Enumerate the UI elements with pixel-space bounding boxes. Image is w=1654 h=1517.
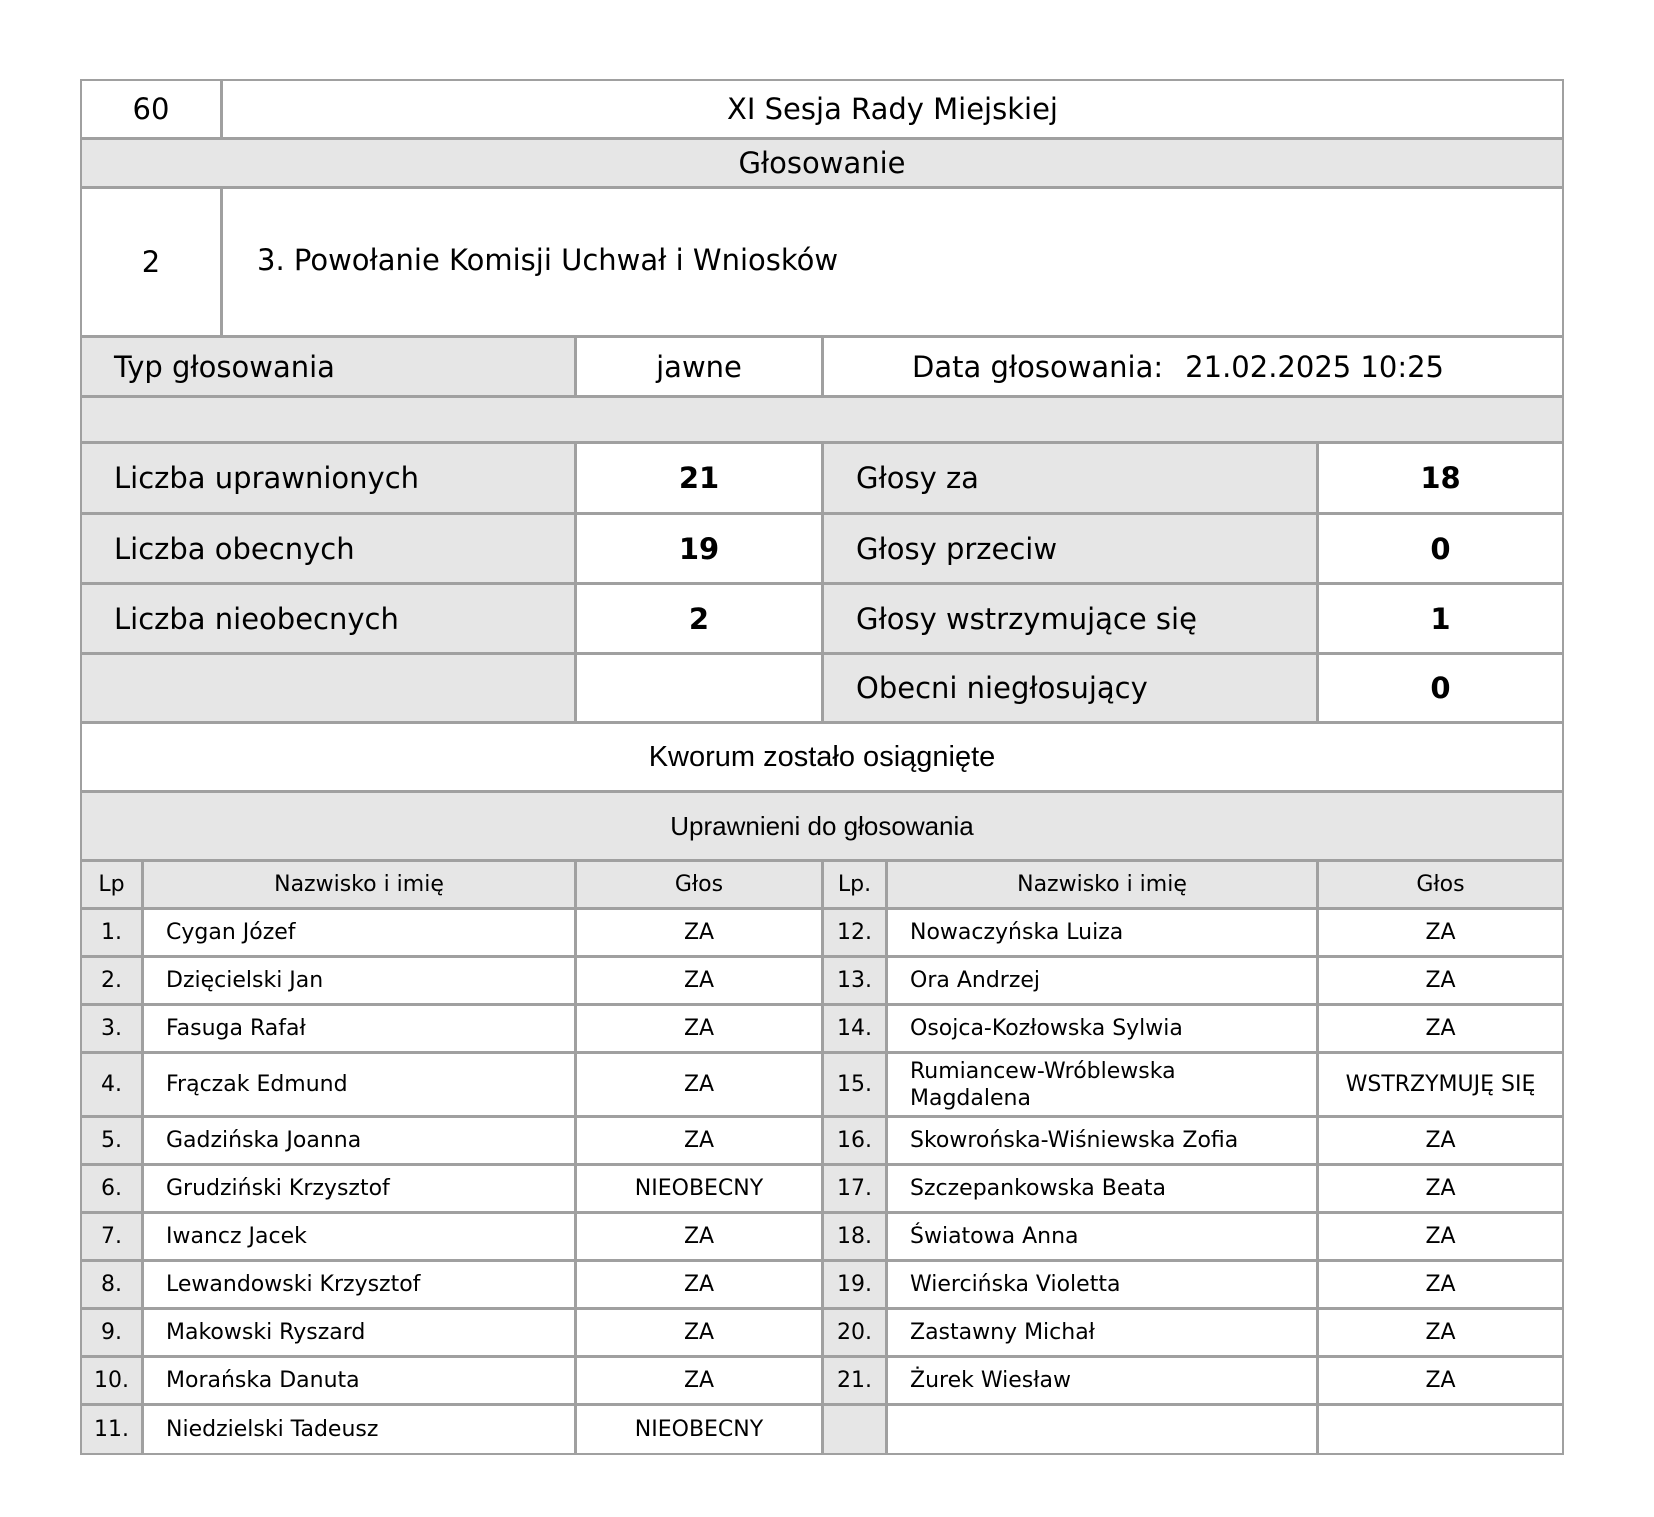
row-name-left: Dzięcielski Jan — [144, 958, 577, 1003]
stats-row-4 — [82, 655, 1562, 724]
spacer-row — [82, 398, 1562, 444]
row-vote-right: ZA — [1425, 1176, 1456, 1201]
row-vote-right: WSTRZYMUJĘ SIĘ — [1345, 1072, 1536, 1097]
quorum-status: Kworum zostało osiągnięte — [648, 740, 996, 773]
voters-columns-header — [82, 862, 1562, 910]
absent-label: Liczba nieobecnych — [82, 585, 577, 652]
row-lp-left: 4. — [82, 1054, 144, 1115]
agenda-item-title: 3. Powołanie Komisji Uchwał i Wniosków — [257, 243, 839, 277]
stats-row-2 — [82, 515, 1562, 585]
row-lp-left: 9. — [82, 1310, 144, 1355]
present-label: Liczba obecnych — [82, 515, 577, 582]
votes-for-label: Głosy za — [824, 444, 1319, 512]
row-name-left: Frączak Edmund — [144, 1054, 577, 1115]
row-name-left: Iwancz Jacek — [144, 1214, 577, 1259]
row-name-right: Osojca-Kozłowska Sylwia — [888, 1006, 1319, 1051]
row-vote-right — [1319, 1406, 1562, 1453]
row-vote-right: ZA — [1425, 1128, 1456, 1153]
vote-type-row — [82, 338, 1562, 398]
row-name-right: Szczepankowska Beata — [888, 1166, 1319, 1211]
row-name-right: Żurek Wiesław — [888, 1358, 1319, 1403]
session-number: 60 — [82, 81, 223, 137]
row-lp-right: 18. — [824, 1214, 888, 1259]
col-lp-left: Lp — [82, 862, 144, 907]
present-value: 19 — [577, 515, 824, 582]
row-lp-left: 2. — [82, 958, 144, 1003]
row-lp-right: 14. — [824, 1006, 888, 1051]
voting-record-table — [80, 79, 1564, 1455]
row-vote-left: ZA — [577, 1054, 824, 1115]
row-lp-left: 11. — [82, 1406, 144, 1453]
row-name-left: Morańska Danuta — [144, 1358, 577, 1403]
row-vote-left: ZA — [577, 958, 824, 1003]
spacer-cell — [82, 398, 1562, 441]
row-name-right: Rumiancew-Wróblewska Magdalena — [888, 1054, 1319, 1115]
row-vote-right: ZA — [1425, 1016, 1456, 1041]
row-name-left: Niedzielski Tadeusz — [144, 1406, 577, 1453]
table-row — [82, 910, 1562, 958]
col-vote-right: Głos — [1416, 872, 1465, 897]
row-vote-left: NIEOBECNY — [577, 1406, 824, 1453]
row-name-right: Nowaczyńska Luiza — [888, 910, 1319, 955]
row-name-right — [888, 1406, 1319, 1453]
nonvoting-label: Obecni niegłosujący — [824, 655, 1319, 721]
row-lp-left: 10. — [82, 1358, 144, 1403]
col-name-right: Nazwisko i imię — [888, 862, 1319, 907]
row-vote-left: ZA — [577, 1118, 824, 1163]
col-lp-right: Lp. — [824, 862, 888, 907]
vote-type-label: Typ głosowania — [82, 338, 577, 395]
row-vote-right: ZA — [1425, 920, 1456, 945]
row-name-right: Skowrońska-Wiśniewska Zofia — [888, 1118, 1319, 1163]
row-lp-left: 7. — [82, 1214, 144, 1259]
row-name-right: Wiercińska Violetta — [888, 1262, 1319, 1307]
section-header-row — [82, 140, 1562, 189]
row-lp-right: 17. — [824, 1166, 888, 1211]
row-name-left: Cygan Józef — [144, 910, 577, 955]
session-title: XI Sesja Rady Miejskiej — [727, 92, 1058, 126]
vote-date — [824, 338, 1562, 395]
row-lp-right: 15. — [824, 1054, 888, 1115]
table-row — [82, 1310, 1562, 1358]
row-lp-left: 1. — [82, 910, 144, 955]
row-name-left: Lewandowski Krzysztof — [144, 1262, 577, 1307]
stats-row-3 — [82, 585, 1562, 655]
row-lp-right: 19. — [824, 1262, 888, 1307]
table-row — [82, 1006, 1562, 1054]
row-name-left: Fasuga Rafał — [144, 1006, 577, 1051]
row-lp-right: 12. — [824, 910, 888, 955]
col-name-left: Nazwisko i imię — [144, 862, 577, 907]
row-lp-right — [824, 1406, 888, 1453]
vote-date-value: 21.02.2025 10:25 — [1185, 349, 1445, 384]
absent-value: 2 — [577, 585, 824, 652]
row-vote-left: ZA — [577, 1262, 824, 1307]
row-lp-right: 20. — [824, 1310, 888, 1355]
row-vote-left: ZA — [577, 1214, 824, 1259]
table-row — [82, 1262, 1562, 1310]
eligible-label: Liczba uprawnionych — [82, 444, 577, 512]
row-name-left: Makowski Ryszard — [144, 1310, 577, 1355]
stats-row-1 — [82, 444, 1562, 515]
vote-type-value: jawne — [577, 338, 824, 395]
row-vote-right: ZA — [1425, 1224, 1456, 1249]
voters-title: Uprawnieni do głosowania — [670, 810, 974, 841]
row-vote-right: ZA — [1425, 1320, 1456, 1345]
row-lp-left: 3. — [82, 1006, 144, 1051]
row-vote-left: ZA — [577, 1358, 824, 1403]
agenda-item-number: 2 — [82, 189, 223, 335]
row-vote-right: ZA — [1425, 1272, 1456, 1297]
empty-value-cell — [577, 655, 824, 721]
row-vote-left: NIEOBECNY — [577, 1166, 824, 1211]
nonvoting-value: 0 — [1430, 671, 1451, 705]
agenda-item-row — [82, 189, 1562, 338]
row-name-right: Światowa Anna — [888, 1214, 1319, 1259]
row-name-left: Gadzińska Joanna — [144, 1118, 577, 1163]
quorum-row — [82, 724, 1562, 793]
votes-against-value: 0 — [1430, 531, 1451, 566]
table-row — [82, 1054, 1562, 1118]
voters-title-row — [82, 793, 1562, 862]
table-row — [82, 958, 1562, 1006]
col-vote-left: Głos — [577, 862, 824, 907]
row-name-left: Grudziński Krzysztof — [144, 1166, 577, 1211]
row-lp-right: 16. — [824, 1118, 888, 1163]
row-vote-left: ZA — [577, 1006, 824, 1051]
row-lp-right: 21. — [824, 1358, 888, 1403]
row-vote-left: ZA — [577, 1310, 824, 1355]
row-vote-right: ZA — [1425, 1368, 1456, 1393]
row-name-right: Ora Andrzej — [888, 958, 1319, 1003]
row-name-right: Zastawny Michał — [888, 1310, 1319, 1355]
row-lp-left: 5. — [82, 1118, 144, 1163]
votes-against-label: Głosy przeciw — [824, 515, 1319, 582]
table-row — [82, 1406, 1562, 1453]
session-header-row — [82, 81, 1562, 140]
row-vote-left: ZA — [577, 910, 824, 955]
eligible-value: 21 — [577, 444, 824, 512]
votes-abstain-label: Głosy wstrzymujące się — [824, 585, 1319, 652]
votes-for-value: 18 — [1420, 461, 1461, 495]
row-vote-right: ZA — [1425, 968, 1456, 993]
votes-abstain-value: 1 — [1430, 601, 1451, 636]
section-title: Głosowanie — [738, 146, 906, 180]
table-row — [82, 1358, 1562, 1406]
row-lp-left: 6. — [82, 1166, 144, 1211]
empty-label-cell — [82, 655, 577, 721]
table-row — [82, 1166, 1562, 1214]
table-row — [82, 1118, 1562, 1166]
row-lp-left: 8. — [82, 1262, 144, 1307]
table-row — [82, 1214, 1562, 1262]
row-lp-right: 13. — [824, 958, 888, 1003]
vote-date-label: Data głosowania: — [911, 349, 1164, 384]
